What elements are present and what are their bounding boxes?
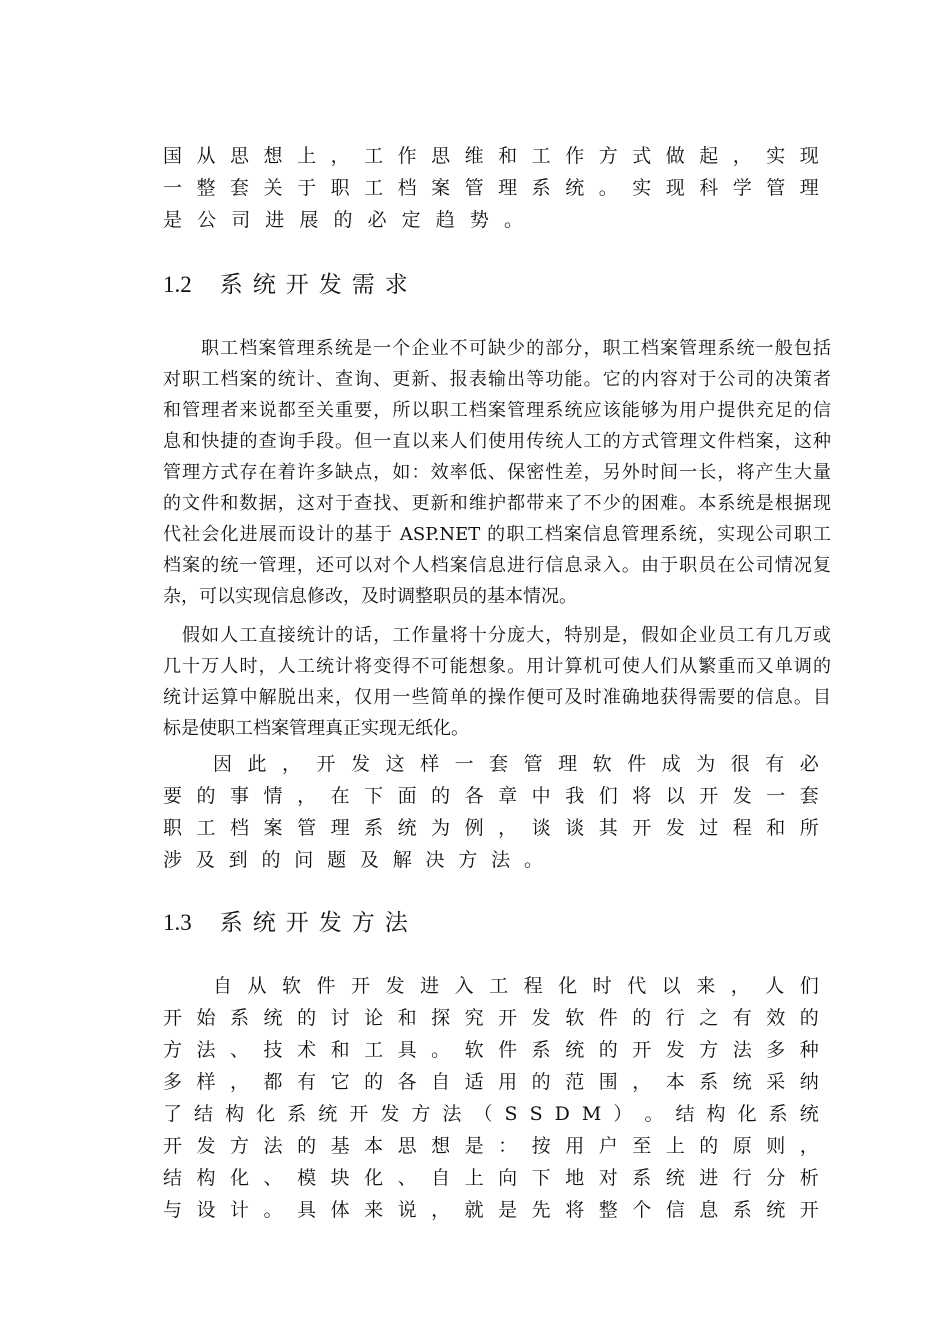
paragraph-line: 几十万人时，人工统计将变得不可能想象。用计算机可使人们从繁重而又单调的 [163, 656, 831, 677]
paragraph-line: 职工档案管理系统是一个企业不可缺少的部分，职工档案管理系统一般包括 [201, 338, 831, 359]
paragraph-line: 因 此 ， 开 发 这 样 一 套 管 理 软 件 成 为 很 有 必 [213, 753, 819, 775]
section-heading [163, 908, 418, 938]
paragraph-line: 是 公 司 进 展 的 必 定 趋 势 。 [163, 209, 523, 231]
paragraph-line: 息和快捷的查询手段。但一直以来人们使用传统人工的方式管理文件档案，这种 [163, 431, 831, 452]
paragraph-line: 杂，可以实现信息修改，及时调整职员的基本情况。 [163, 586, 577, 607]
paragraph-line: 的文件和数据，这对于查找、更新和维护都带来了不少的困难。本系统是根据现 [163, 493, 831, 514]
paragraph-line: 和管理者来说都至关重要，所以职工档案管理系统应该能够为用户提供充足的信 [163, 400, 831, 421]
paragraph-line: 假如人工直接统计的话，工作量将十分庞大，特别是，假如企业员工有几万或 [182, 625, 831, 646]
paragraph-line: 开 始 系 统 的 讨 论 和 探 究 开 发 软 件 的 行 之 有 效 的 [163, 1007, 819, 1029]
section-title: 系统开发方法 [219, 910, 418, 936]
paragraph-line: 代社会化进展而设计的基于 ASP.NET 的职工档案信息管理系统，实现公司职工 [163, 524, 831, 545]
paragraph-line: 统计运算中解脱出来，仅用一些简单的操作便可及时准确地获得需要的信息。目 [163, 687, 831, 708]
paragraph-line: 国 从 思 想 上 ， 工 作 思 维 和 工 作 方 式 做 起 ， 实 现 [163, 145, 819, 167]
paragraph-line: 开 发 方 法 的 基 本 思 想 是 ： 按 用 户 至 上 的 原 则 ， [163, 1135, 819, 1157]
paragraph-line: 对职工档案的统计、查询、更新、报表输出等功能。它的内容对于公司的决策者 [163, 369, 831, 390]
paragraph-line: 自 从 软 件 开 发 进 入 工 程 化 时 代 以 来 ， 人 们 [213, 975, 819, 997]
paragraph-line: 档案的统一管理，还可以对个人档案信息进行信息录入。由于职员在公司情况复 [163, 555, 831, 576]
paragraph-line: 方 法 、 技 术 和 工 具 。 软 件 系 统 的 开 发 方 法 多 种 [163, 1039, 819, 1061]
paragraph-line: 要 的 事 情 ， 在 下 面 的 各 章 中 我 们 将 以 开 发 一 套 [163, 785, 819, 807]
paragraph-line: 与 设 计 。 具 体 来 说 ， 就 是 先 将 整 个 信 息 系 统 开 [163, 1199, 819, 1221]
section-number: 1.3 [163, 910, 192, 935]
paragraph-line: 了 结 构 化 系 统 开 发 方 法 （ S S D M ） 。 结 构 化 系 统 [163, 1103, 819, 1125]
paragraph-line: 管理方式存在着许多缺点，如：效率低、保密性差，另外时间一长，将产生大量 [163, 462, 831, 483]
paragraph-line: 标是使职工档案管理真正实现无纸化。 [163, 718, 469, 739]
paragraph-line: 多 样 ， 都 有 它 的 各 自 适 用 的 范 围 ， 本 系 统 采 纳 [163, 1071, 819, 1093]
paragraph-line: 一 整 套 关 于 职 工 档 案 管 理 系 统 。 实 现 科 学 管 理 [163, 177, 819, 199]
section-heading [163, 270, 418, 300]
section-title: 系统开发需求 [219, 272, 418, 298]
paragraph-line: 涉 及 到 的 问 题 及 解 决 方 法 。 [163, 849, 543, 871]
section-number: 1.2 [163, 272, 192, 297]
paragraph-line: 结 构 化 、 模 块 化 、 自 上 向 下 地 对 系 统 进 行 分 析 [163, 1167, 819, 1189]
paragraph-line: 职 工 档 案 管 理 系 统 为 例 ， 谈 谈 其 开 发 过 程 和 所 [163, 817, 819, 839]
